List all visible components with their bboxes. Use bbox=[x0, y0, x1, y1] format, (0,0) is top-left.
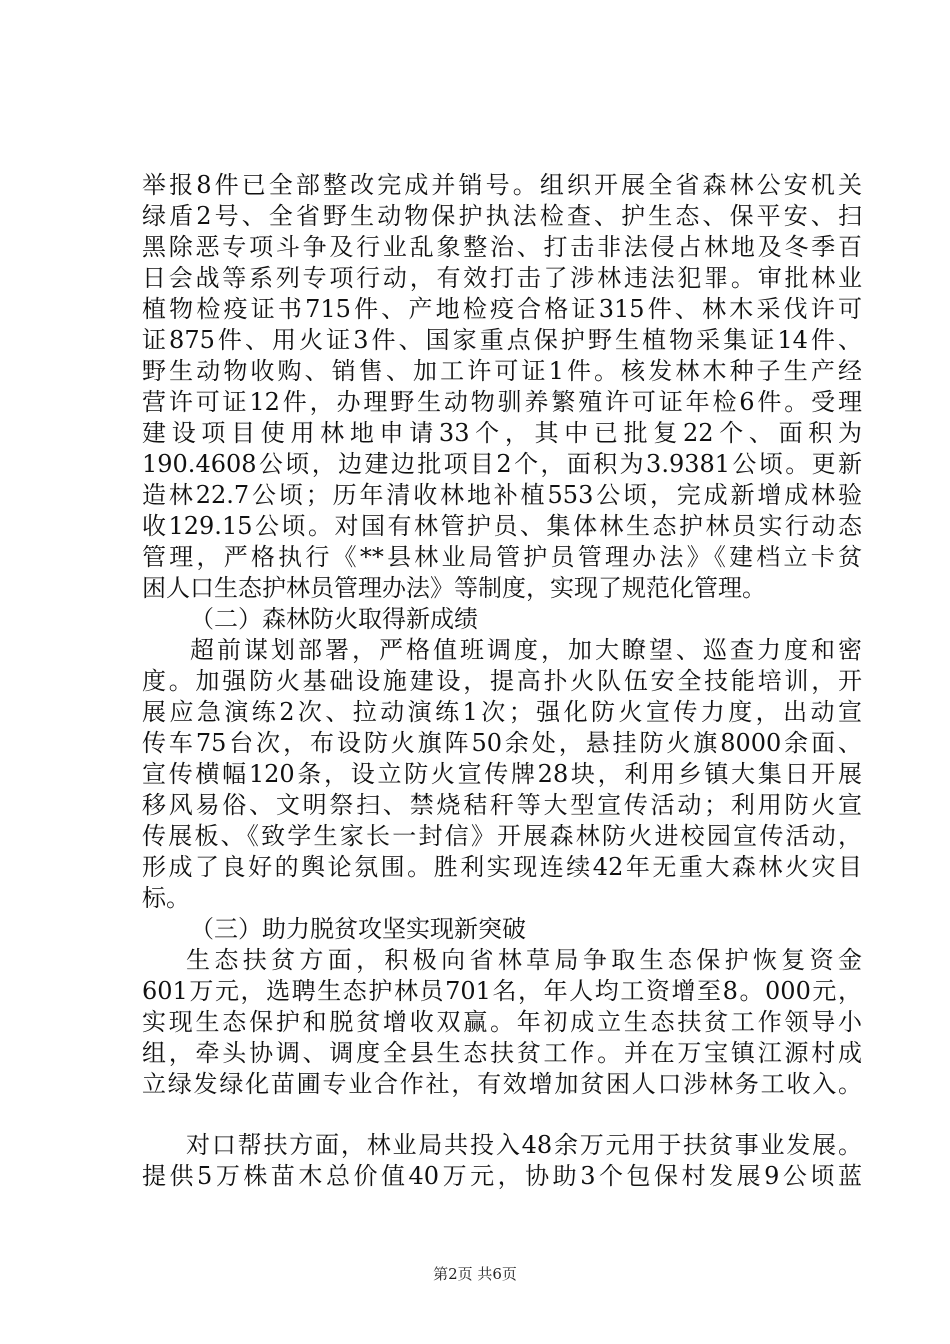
text-line: 601万元，选聘生态护林员701名，年人均工资增至8。000元， bbox=[142, 977, 862, 1005]
text-line: 传展板、《致学生家长一封信》开展森林防火进校园宣传活动， bbox=[142, 822, 862, 850]
text-line: 证875件、用火证3件、国家重点保护野生植物采集证14件、 bbox=[142, 326, 862, 354]
text-line: 形成了良好的舆论氛围。胜利实现连续42年无重大森林火灾目 bbox=[142, 853, 862, 881]
text-line: 实现生态保护和脱贫增收双赢。年初成立生态扶贫工作领导小 bbox=[142, 1008, 862, 1036]
section-heading-2: （二）森林防火取得新成绩 bbox=[190, 605, 478, 633]
text-line: 绿盾2号、全省野生动物保护执法检查、护生态、保平安、扫 bbox=[142, 202, 862, 230]
text-line: 日会战等系列专项行动，有效打击了涉林违法犯罪。审批林业 bbox=[142, 264, 862, 292]
text-line: 组，牵头协调、调度全县生态扶贫工作。并在万宝镇江源村成 bbox=[142, 1039, 862, 1067]
text-line: 管理，严格执行《**县林业局管护员管理办法》《建档立卡贫 bbox=[142, 543, 862, 571]
text-line: 举报8件已全部整改完成并销号。组织开展全省森林公安机关 bbox=[142, 171, 862, 199]
text-line: 超前谋划部署，严格值班调度，加大瞭望、巡查力度和密 bbox=[190, 636, 862, 664]
page-number-footer: 第2页 共6页 bbox=[433, 1265, 517, 1283]
text-line: 190.4608公顷，边建边批项目2个，面积为3.9381公顷。更新 bbox=[142, 450, 862, 478]
text-line: 提供5万株苗木总价值40万元，协助3个包保村发展9公顷蓝 bbox=[142, 1162, 862, 1190]
text-line: 对口帮扶方面，林业局共投入48余万元用于扶贫事业发展。 bbox=[186, 1131, 862, 1159]
text-line: 宣传横幅120条，设立防火宣传牌28块，利用乡镇大集日开展 bbox=[142, 760, 862, 788]
text-line: 收129.15公顷。对国有林管护员、集体林生态护林员实行动态 bbox=[142, 512, 862, 540]
text-line: 生态扶贫方面，积极向省林草局争取生态保护恢复资金 bbox=[186, 946, 862, 974]
text-line: 营许可证12件，办理野生动物驯养繁殖许可证年检6件。受理 bbox=[142, 388, 862, 416]
text-line: 困人口生态护林员管理办法》等制度，实现了规范化管理。 bbox=[142, 574, 766, 602]
section-heading-3: （三）助力脱贫攻坚实现新突破 bbox=[190, 915, 526, 943]
text-line: 建设项目使用林地申请33个，其中已批复22个、面积为 bbox=[142, 419, 862, 447]
text-line: 传车75台次，布设防火旗阵50余处，悬挂防火旗8000余面、 bbox=[142, 729, 862, 757]
text-line: 野生动物收购、销售、加工许可证1件。核发林木种子生产经 bbox=[142, 357, 862, 385]
text-line: 标。 bbox=[142, 884, 190, 912]
text-line: 造林22.7公顷；历年清收林地补植553公顷，完成新增成林验 bbox=[142, 481, 862, 509]
text-line: 度。加强防火基础设施建设，提高扑火队伍安全技能培训，开 bbox=[142, 667, 862, 695]
text-line: 移风易俗、文明祭扫、禁烧秸秆等大型宣传活动；利用防火宣 bbox=[142, 791, 862, 819]
text-line: 立绿发绿化苗圃专业合作社，有效增加贫困人口涉林务工收入。 bbox=[142, 1070, 862, 1098]
text-line: 展应急演练2次、拉动演练1次；强化防火宣传力度，出动宣 bbox=[142, 698, 862, 726]
text-line: 植物检疫证书715件、产地检疫合格证315件、林木采伐许可 bbox=[142, 295, 862, 323]
text-line: 黑除恶专项斗争及行业乱象整治、打击非法侵占林地及冬季百 bbox=[142, 233, 862, 261]
